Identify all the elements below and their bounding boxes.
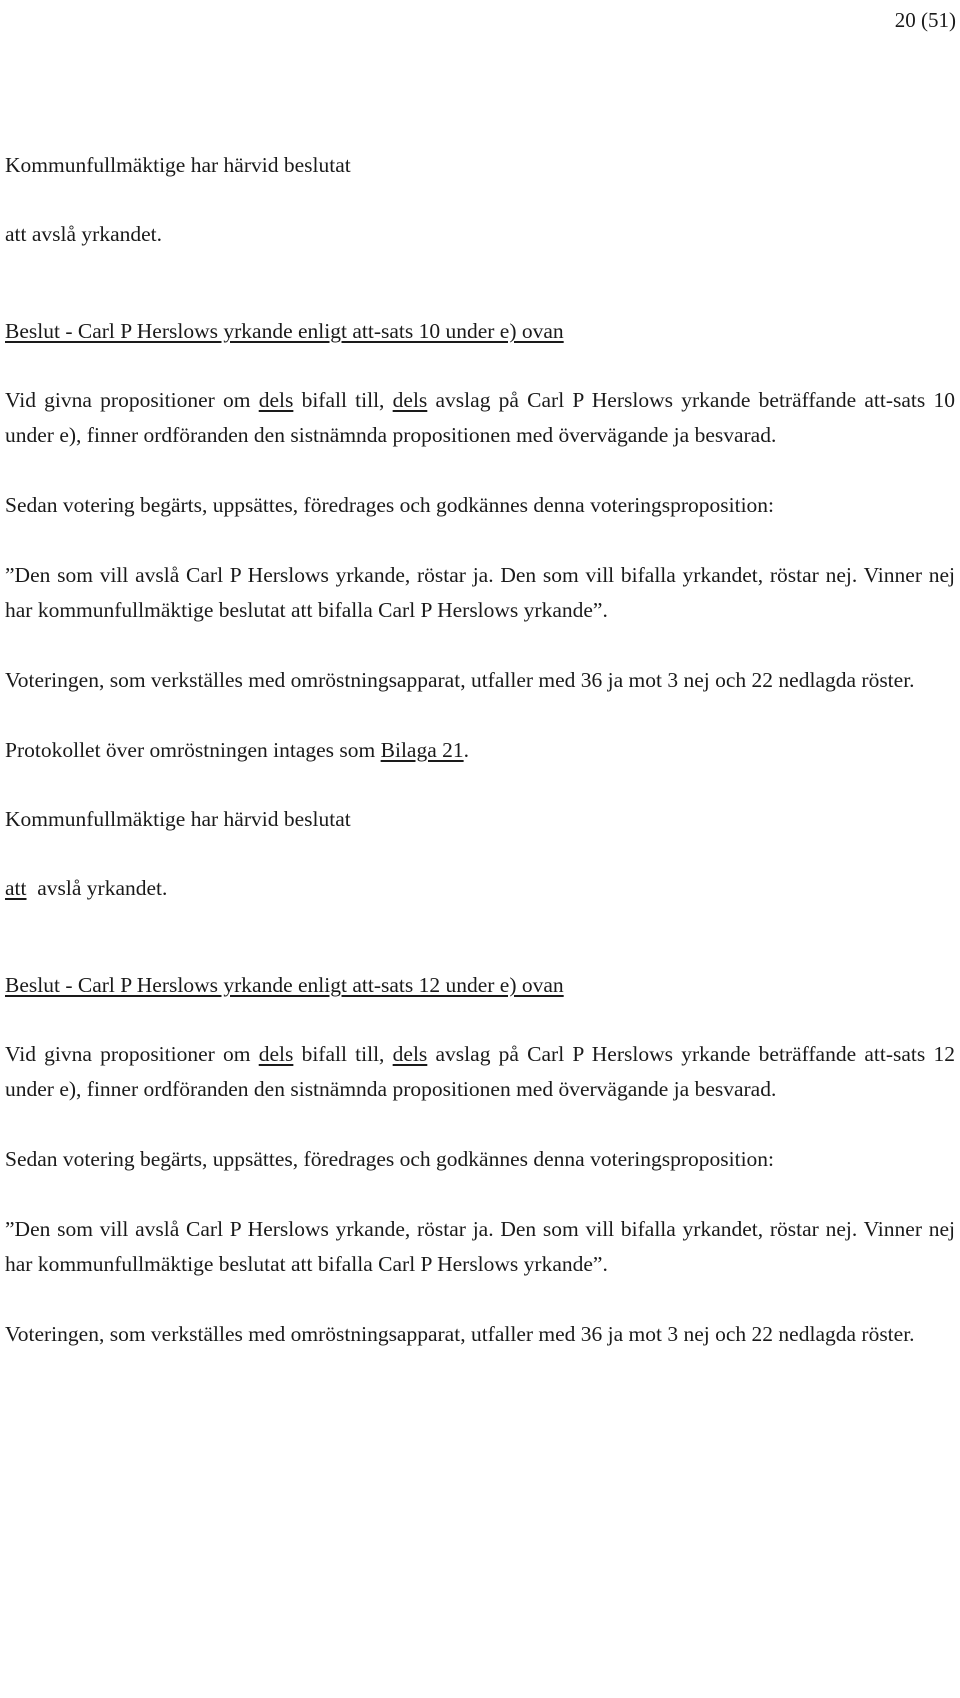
- underlined-att: att: [5, 876, 27, 900]
- document-body: [5, 148, 955, 1352]
- decision-text: [5, 871, 955, 906]
- vote-proposition-paragraph: ”Den som vill avslå Carl P Herslows yrkande, röstar ja. Den som vill bifalla yrkandet, röstar nej. Vinner nej har kommunfullmäktige beslutat att bifalla Carl P Herslows yrkande”.: [5, 563, 955, 622]
- proposition-paragraph: [5, 383, 955, 453]
- decided-intro: Kommunfullmäktige har härvid beslutat: [5, 807, 351, 831]
- underlined-dels: dels: [392, 1042, 428, 1066]
- underlined-dels: dels: [258, 388, 294, 412]
- text-segment: avslå yrkandet.: [26, 876, 168, 900]
- proposition-paragraph: [5, 1037, 955, 1107]
- section-heading: Beslut - Carl P Herslows yrkande enligt att-sats 12 under e) ovan: [5, 973, 564, 997]
- text-segment: bifall till,: [293, 388, 393, 412]
- text-segment: Protokollet över omröstningen intages som: [5, 738, 381, 762]
- vote-request-paragraph: Sedan votering begärts, uppsättes, föredrages och godkännes denna voteringsproposition:: [5, 493, 775, 517]
- vote-request-paragraph: Sedan votering begärts, uppsättes, föredrages och godkännes denna voteringsproposition:: [5, 1147, 775, 1171]
- text-segment: .: [463, 738, 469, 762]
- page-number: 20 (51): [894, 8, 956, 32]
- text-segment: bifall till,: [293, 1042, 393, 1066]
- vote-result-paragraph: Voteringen, som verkställes med omröstningsapparat, utfaller med 36 ja mot 3 nej och 22 nedlagda röster.: [5, 668, 915, 692]
- vote-result-paragraph: Voteringen, som verkställes med omröstningsapparat, utfaller med 36 ja mot 3 nej och 22 nedlagda röster.: [5, 1322, 915, 1346]
- text-segment: Vid givna propositioner om: [5, 388, 259, 412]
- section-heading: Beslut - Carl P Herslows yrkande enligt att-sats 10 under e) ovan: [5, 319, 564, 343]
- text-segment: Vid givna propositioner om: [5, 1042, 259, 1066]
- text-segment: avslag på Carl P Herslows yrkande beträffande att-sats 12 under e), finner ordföranden den sistnämnda propositionen med övervägande ja besvarad.: [5, 1042, 955, 1101]
- decided-intro: Kommunfullmäktige har härvid beslutat: [5, 153, 351, 177]
- underlined-dels: dels: [258, 1042, 294, 1066]
- decision-text: att avslå yrkandet.: [5, 222, 163, 246]
- protocol-paragraph: [5, 733, 955, 768]
- text-segment: avslag på Carl P Herslows yrkande beträffande att-sats 10 under e), finner ordföranden den sistnämnda propositionen med övervägande ja besvarad.: [5, 388, 955, 447]
- appendix-reference: Bilaga 21: [380, 738, 464, 762]
- underlined-dels: dels: [392, 388, 428, 412]
- vote-proposition-paragraph: ”Den som vill avslå Carl P Herslows yrkande, röstar ja. Den som vill bifalla yrkandet, röstar nej. Vinner nej har kommunfullmäktige beslutat att bifalla Carl P Herslows yrkande”.: [5, 1217, 955, 1276]
